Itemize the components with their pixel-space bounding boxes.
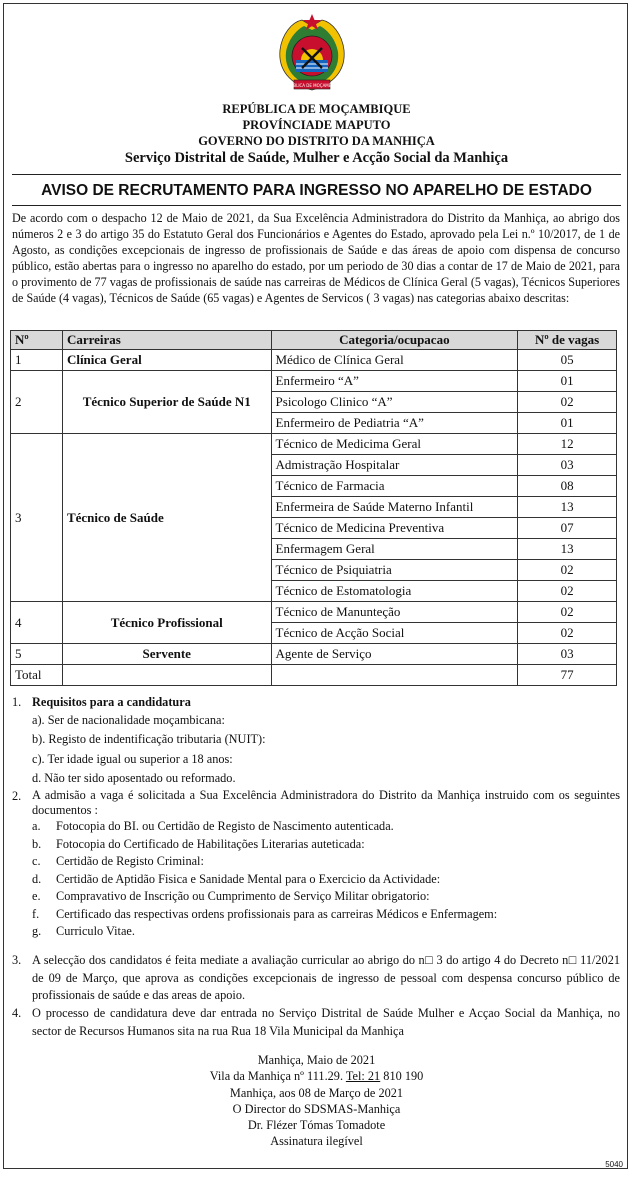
- list-item: [32, 871, 620, 889]
- row-number: 2: [11, 371, 63, 434]
- list-item: a). Ser de nacionalidade moçambicana:: [32, 712, 225, 727]
- list-marker: e.: [32, 889, 41, 903]
- career-name: Servente: [62, 644, 271, 665]
- vacancy-count: 03: [518, 644, 617, 665]
- footer-address-line: [0, 1068, 633, 1084]
- footer-signed-date: Manhiça, aos 08 de Março de 2021: [229, 1085, 404, 1100]
- footer-role: O Director do SDSMAS-Manhiça: [232, 1101, 401, 1116]
- vacancy-count: 08: [518, 476, 617, 497]
- list-marker: d.: [32, 871, 42, 886]
- category-name: Técnico de Psiquiatria: [271, 560, 518, 581]
- selection-text: A selecção dos candidatos é feita mediate a avaliação curricular ao abrigo do n□ 3 do artigo 4 do Decreto n□ 11/2021 de 09 de Março, que aprova as condições excepcionais de ingresso de pessoal com despensa concurso público de profissionais de saúde e das areas de apoio.: [32, 953, 620, 1002]
- vacancy-count: 02: [518, 392, 617, 413]
- table-header-row: [11, 331, 617, 350]
- vacancy-count: 01: [518, 371, 617, 392]
- col-header-number: Nº: [11, 331, 63, 350]
- section-number: 4.: [12, 1006, 22, 1020]
- list-item: [32, 853, 620, 871]
- vacancy-count: 01: [518, 413, 617, 434]
- list-item: b). Registo de indentificação tributaria (NUIT):: [32, 732, 266, 746]
- total-row: [11, 665, 617, 686]
- country-name: REPÚBLICA DE MOÇAMBIQUE: [222, 102, 411, 116]
- vacancy-count: 03: [518, 455, 617, 476]
- vacancies-table: [10, 330, 617, 686]
- footer-tel-label: Tel: 21: [345, 1069, 381, 1084]
- list-marker: c.: [32, 854, 41, 868]
- section-number: 3.: [12, 953, 22, 967]
- process-text: O processo de candidatura deve dar entrada no Serviço Distrital de Saúde Mulher e Acçao Social da Manhiça, no sector de Recursos Humanos sita na rua Rua 18 Vila Municipal da Manhiça: [32, 1006, 620, 1038]
- list-text: Certificado das respectivas ordens profissionais para as carreiras Médicos e Enfermagem:: [56, 906, 498, 921]
- page-title: AVISO DE RECRUTAMENTO PARA INGRESSO NO APARELHO DE ESTADO: [41, 182, 592, 199]
- list-text: Certidão de Aptidão Fisica e Sanidade Mental para o Exercicio da Actividade:: [56, 871, 441, 886]
- list-marker: a.: [32, 819, 41, 833]
- list-item: c). Ter idade igual ou superior a 18 anos:: [32, 751, 233, 766]
- vacancy-count: 02: [518, 602, 617, 623]
- intro-paragraph: De acordo com o despacho 12 de Maio de 2021, da Sua Excelência Administradora do Distrito da Manhiça, ao abrigo dos números 2 e 3 do artigo 35 do Estatuto Geral dos Funcionários e Agentes do Estado, aprovado pela Lei n.º 10/2017, de 1 de Agosto, as condições excepcionais de ingresso de profissionais de Saúde e das áreas de apoio com dispensa de concurso público, estão abertas para o ingresso no aparelho do estado, por um periodo de 30 dias a contar de 17 de Maio de 2021, para o provimento de 77 vagas de profissionais de saúde nas carreiras de Médicos de Clínica Geral (5 vagas), Técnicos Superiores de Saúde (4 vagas), Técnicos de Saúde (65 vagas) e Agentes de Servicos ( 3 vagas) nas categorias abaixo descritas:: [12, 211, 620, 306]
- row-number: 5: [11, 644, 63, 665]
- list-text: Fotocopia do Certificado de Habilitações Literarias auteticada:: [56, 836, 365, 851]
- footer-date: Manhiça, Maio de 2021: [257, 1053, 376, 1067]
- documents-section: [12, 788, 620, 941]
- list-item: d. Não ter sido aposentado ou reformado.: [32, 771, 236, 785]
- divider: [12, 205, 621, 206]
- documents-intro: A admisão a vaga é solicitada a Sua Excelência Administradora do Distrito da Manhiça instruido com os seguintes documentos :: [32, 788, 620, 817]
- list-marker: g.: [32, 924, 42, 938]
- row-number: 1: [11, 350, 63, 371]
- category-name: Técnico de Medicima Geral: [271, 434, 518, 455]
- list-text: Certidão de Registo Criminal:: [56, 854, 204, 868]
- category-name: Técnico de Medicina Preventiva: [271, 518, 518, 539]
- total-label: Total: [11, 665, 63, 686]
- list-item: [32, 906, 620, 924]
- col-header-careers: Carreiras: [62, 331, 271, 350]
- list-marker: b.: [32, 836, 42, 851]
- category-name: Médico de Clínica Geral: [271, 350, 518, 371]
- table-row: [11, 371, 617, 392]
- category-name: Agente de Serviço: [271, 644, 518, 665]
- selection-section: [12, 952, 620, 1005]
- list-item: [32, 923, 620, 941]
- vacancy-count: 12: [518, 434, 617, 455]
- table-row: [11, 434, 617, 455]
- list-item: [32, 888, 620, 906]
- category-name: Enfermeiro de Pediatria “A”: [271, 413, 518, 434]
- category-name: Técnico de Farmacia: [271, 476, 518, 497]
- list-item: [32, 836, 620, 854]
- government-name: GOVERNO DO DISTRITO DA MANHIÇA: [198, 134, 435, 148]
- requirements-title: Requisitos para a candidatura: [32, 695, 191, 709]
- mozambique-emblem-icon: [272, 12, 352, 98]
- col-header-category: Categoria/ocupacao: [271, 331, 518, 350]
- list-text: Fotocopia do BI. ou Certidão de Registo de Nascimento autenticada.: [56, 819, 394, 833]
- career-name: Técnico Profissional: [62, 602, 271, 644]
- row-number: 4: [11, 602, 63, 644]
- vacancy-count: 13: [518, 539, 617, 560]
- footer-tel-number: 810 190: [380, 1069, 424, 1084]
- career-name: Técnico Superior de Saúde N1: [62, 371, 271, 434]
- svg-text:REPÚBLICA DE MOÇAMBIQUE: REPÚBLICA DE MOÇAMBIQUE: [282, 83, 342, 88]
- category-name: Enfermeira de Saúde Materno Infantil: [271, 497, 518, 518]
- requirements-section: [12, 694, 620, 788]
- vacancy-count: 02: [518, 581, 617, 602]
- list-marker: f.: [32, 906, 40, 921]
- signature-block: [0, 1052, 633, 1150]
- footer-signature: Assinatura ilegível: [270, 1134, 363, 1149]
- requirements-list: [32, 712, 620, 788]
- section-number: 1.: [12, 695, 22, 709]
- category-name: Admistração Hospitalar: [271, 455, 518, 476]
- vacancy-count: 05: [518, 350, 617, 371]
- list-text: Compravativo de Inscrição ou Cumprimento de Serviço Militar obrigatorio:: [56, 889, 430, 903]
- list-item: [32, 818, 620, 836]
- career-name: Clínica Geral: [62, 350, 271, 371]
- empty-cell: [271, 665, 518, 686]
- category-name: Psicologo Clinico “A”: [271, 392, 518, 413]
- table-row: [11, 350, 617, 371]
- col-header-vacancies: Nº de vagas: [518, 331, 617, 350]
- empty-cell: [62, 665, 271, 686]
- total-value: 77: [518, 665, 617, 686]
- category-name: Técnico de Estomatologia: [271, 581, 518, 602]
- service-name: Serviço Distrital de Saúde, Mulher e Acção Social da Manhiça: [124, 150, 509, 166]
- footer-address: Vila da Manhiça nº 111.29.: [209, 1069, 346, 1084]
- vacancy-count: 07: [518, 518, 617, 539]
- section-number: 2.: [12, 789, 22, 803]
- process-section: [12, 1005, 620, 1040]
- footer-name: Dr. Flézer Tómas Tomadote: [247, 1118, 386, 1133]
- career-name: Técnico de Saúde: [62, 434, 271, 602]
- list-text: Curriculo Vitae.: [56, 924, 135, 938]
- divider: [12, 174, 621, 175]
- table-row: [11, 602, 617, 623]
- category-name: Enfermeiro “A”: [271, 371, 518, 392]
- province-name: PROVÍNCIADE MAPUTO: [242, 118, 391, 132]
- vacancy-count: 02: [518, 623, 617, 644]
- document-code: 5040: [605, 1160, 623, 1169]
- table-row: [11, 644, 617, 665]
- category-name: Enfermagem Geral: [271, 539, 518, 560]
- row-number: 3: [11, 434, 63, 602]
- vacancy-count: 02: [518, 560, 617, 581]
- category-name: Técnico de Acção Social: [271, 623, 518, 644]
- category-name: Técnico de Manunteção: [271, 602, 518, 623]
- vacancy-count: 13: [518, 497, 617, 518]
